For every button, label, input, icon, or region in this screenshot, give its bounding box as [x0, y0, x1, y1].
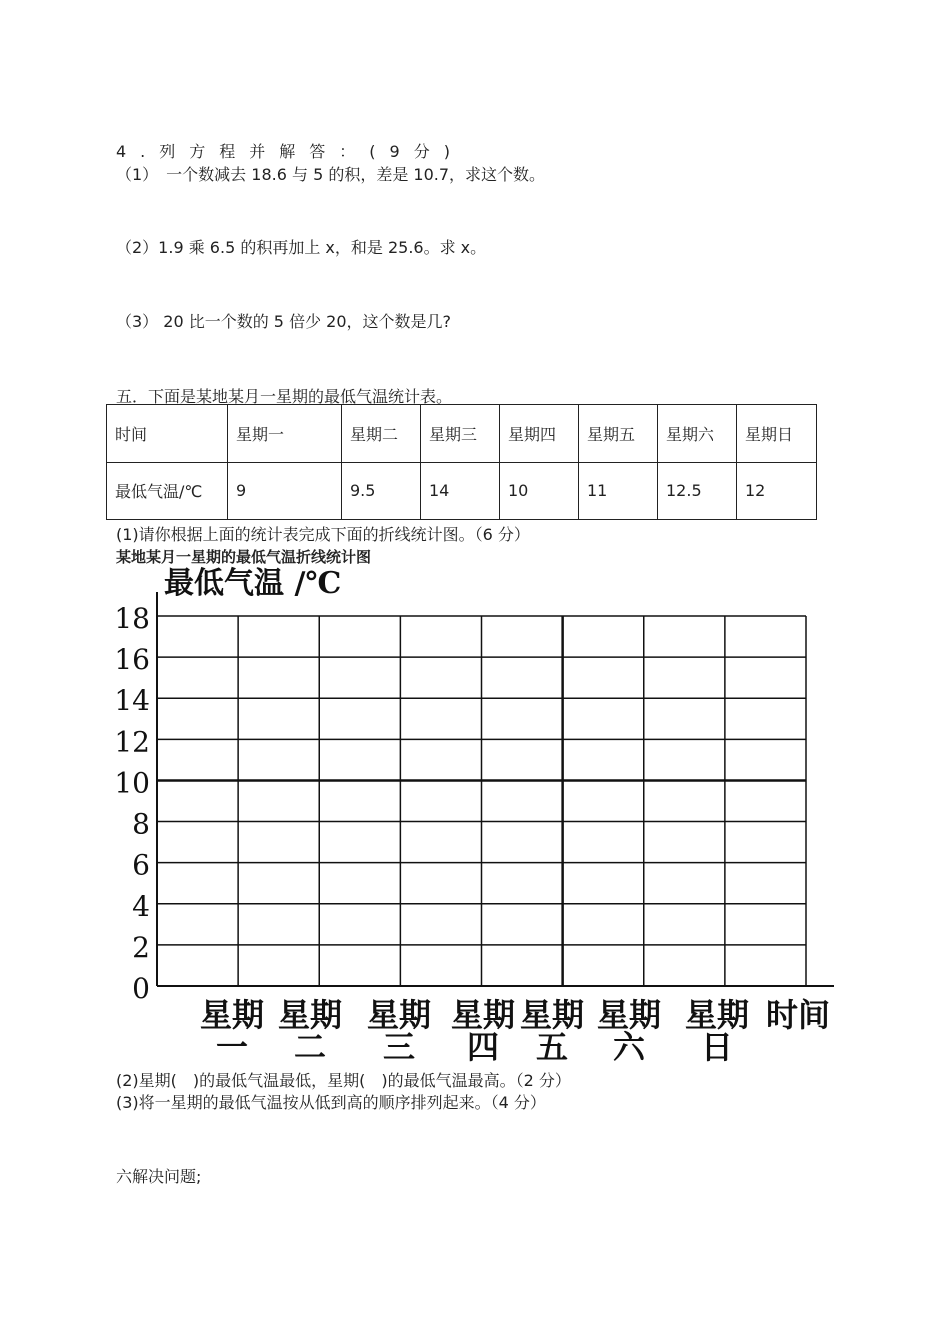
- y-tick-label: 8: [132, 807, 150, 841]
- y-tick-label: 10: [114, 766, 150, 800]
- x-tick-label-bottom: 三: [382, 1028, 416, 1066]
- x-tick-label-bottom: 二: [293, 1028, 327, 1066]
- x-tick-label-top: 星期: [684, 996, 750, 1034]
- q5-title: 五．下面是某地某月一星期的最低气温统计表。: [116, 387, 453, 406]
- q5-sub1: (1)请你根据上面的统计表完成下面的折线统计图。（6 分）: [116, 525, 530, 544]
- y-axis-label: 最低气温 /℃: [164, 566, 342, 601]
- x-tick-label-bottom: 五: [535, 1028, 569, 1066]
- q4-item-3: （3） 20 比一个数的 5 倍少 20，这个数是几?: [116, 312, 452, 331]
- y-tick-label: 12: [114, 725, 150, 759]
- q5-sub3: (3)将一星期的最低气温按从低到高的顺序排列起来。（4 分）: [116, 1093, 546, 1112]
- table-header-cell: 星期日: [737, 405, 817, 463]
- y-tick-label: 14: [114, 684, 150, 718]
- x-tick-label-top: 星期: [277, 996, 343, 1034]
- x-tick-label-bottom: 六: [612, 1028, 646, 1066]
- y-tick-label: 0: [132, 972, 150, 1005]
- table-cell: 11: [579, 462, 658, 520]
- x-tick-label-bottom: 日: [700, 1028, 734, 1066]
- table-row-label: 最低气温/℃: [107, 462, 228, 520]
- table-cell: 12.5: [658, 462, 737, 520]
- q4-item-1: （1） 一个数减去 18.6 与 5 的积，差是 10.7，求这个数。: [116, 165, 546, 184]
- chart-title: 某地某月一星期的最低气温折线统计图: [116, 548, 372, 566]
- q4-title: 4.列方程并解答：(9分): [116, 142, 464, 161]
- q6-title: 六解决问题;: [116, 1167, 202, 1186]
- y-tick-label: 6: [132, 848, 150, 882]
- table-cell: 12: [737, 462, 817, 520]
- x-tick-label-top: 星期: [450, 996, 516, 1034]
- table-cell: 9: [228, 462, 342, 520]
- table-header-cell: 星期二: [342, 405, 421, 463]
- table-header-cell: 星期五: [579, 405, 658, 463]
- table-cell: 14: [421, 462, 500, 520]
- x-tick-label-top: 星期: [199, 996, 265, 1034]
- x-tick-label-bottom: 一: [215, 1028, 249, 1066]
- table-cell: 9.5: [342, 462, 421, 520]
- table-header-cell: 星期四: [500, 405, 579, 463]
- table-header-cell: 时间: [107, 405, 228, 463]
- y-tick-label: 18: [114, 602, 150, 635]
- x-tick-label-top: 星期: [519, 996, 585, 1034]
- q5-sub2: (2)星期( )的最低气温最低，星期( )的最低气温最高。（2 分）: [116, 1071, 571, 1090]
- q4-item-2: （2）1.9 乘 6.5 的积再加上 x，和是 25.6。求 x。: [116, 238, 487, 257]
- x-tick-label-bottom: 四: [466, 1028, 500, 1066]
- table-header-cell: 星期六: [658, 405, 737, 463]
- x-tick-label-top: 星期: [596, 996, 662, 1034]
- table-cell: 10: [500, 462, 579, 520]
- table-header-cell: 星期一: [228, 405, 342, 463]
- y-tick-label: 2: [132, 930, 150, 964]
- y-tick-label: 16: [114, 643, 150, 677]
- x-tick-label-top: 星期: [366, 996, 432, 1034]
- x-axis-label: 时间: [765, 996, 831, 1034]
- table-header-cell: 星期三: [421, 405, 500, 463]
- y-tick-label: 4: [132, 889, 150, 923]
